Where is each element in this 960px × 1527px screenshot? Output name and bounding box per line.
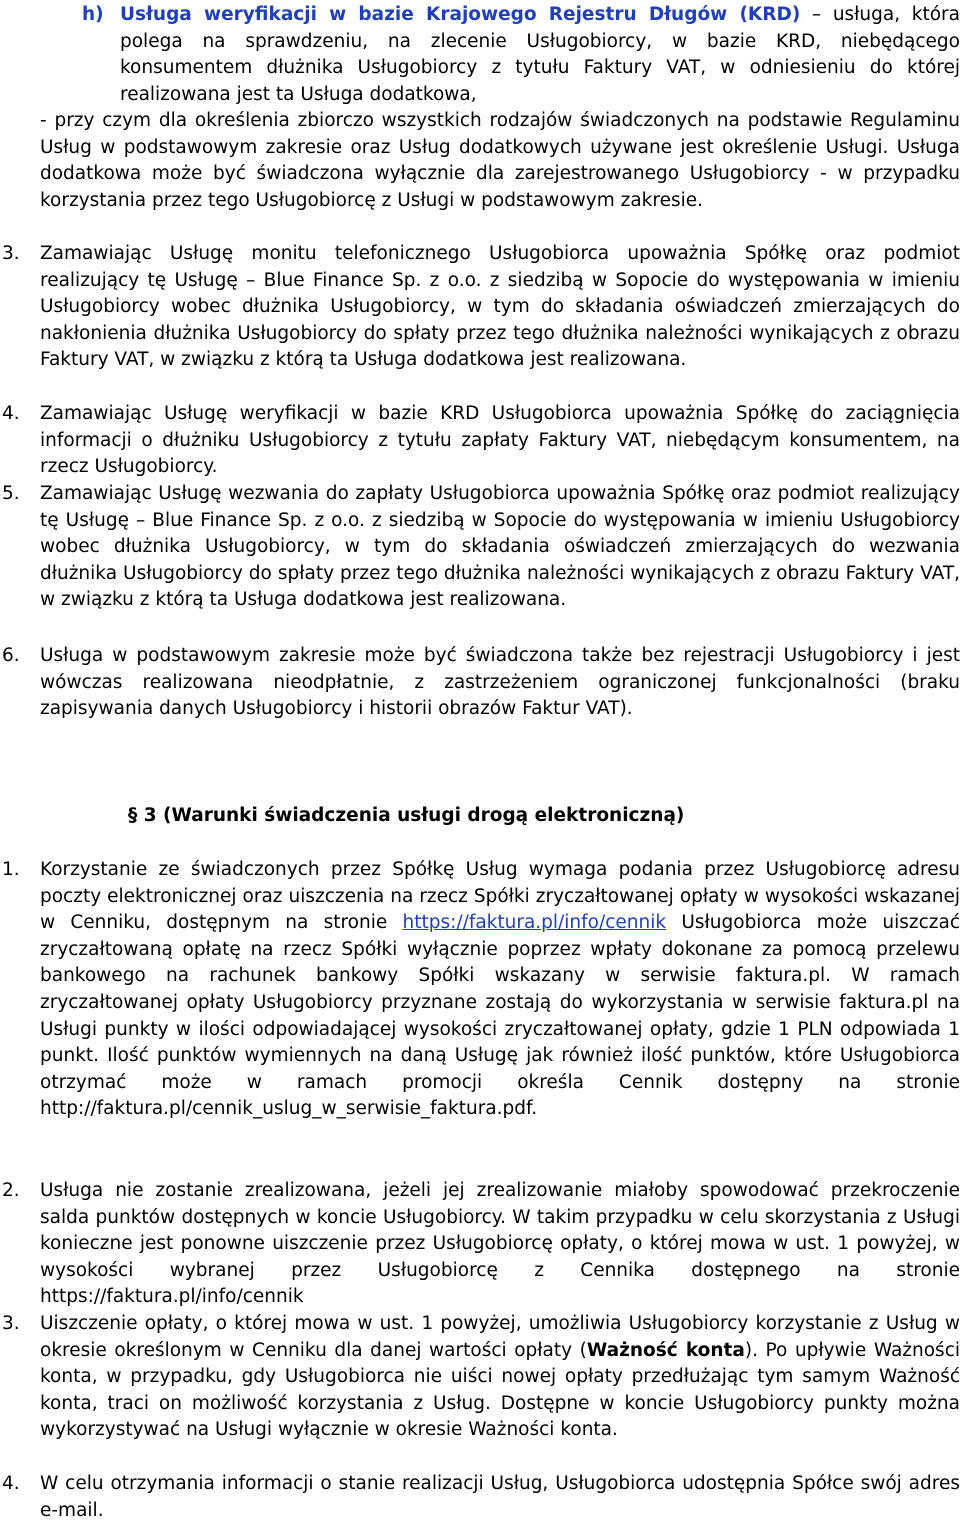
- list-number: 4.: [2, 1473, 20, 1494]
- list-marker: h): [82, 4, 104, 25]
- list-item-text: Zamawiając Usługę wezwania do zapłaty Usługobiorca upoważnia Spółkę oraz podmiot realizujący tę Usługę – Blue Finance Sp. z o.o. z siedzibą w Sopocie do występowania w imieniu Usługobiorcy wobec dłużnika Usługobiorcy, w tym do składania oświadczeń zmierzających do wezwania dłużnika Usługobiorcy do spłaty przez tego dłużnika należności wynikających z obrazu Faktury VAT, w związku z którą ta Usługa dodatkowa jest realizowana.: [40, 483, 960, 611]
- list-item-text: Usługa w podstawowym zakresie może być świadczona także bez rejestracji Usługobiorcy i jest wówczas realizowana nieodpłatnie, z zastrzeżeniem ograniczonej funkcjonalności (braku zapisywania danych Usługobiorcy i historii obrazów Faktur VAT).: [40, 645, 960, 720]
- list-item-3: [2, 241, 960, 374]
- list-item-text-before: Uiszczenie opłaty, o której mowa w ust. 1 powyżej, umożliwia Usługobiorcy korzystanie z Usług w okresie określonym w Cenniku dla danej wartości opłaty (: [40, 1313, 960, 1361]
- list-number: 5.: [2, 483, 20, 504]
- list-item-text: W celu otrzymania informacji o stanie realizacji Usług, Usługobiorca udostępnia Spółce swój adres e-mail.: [40, 1473, 960, 1521]
- list-number: 2.: [2, 1180, 20, 1201]
- section-heading: § 3 (Warunki świadczenia usługi drogą elektroniczną): [128, 805, 685, 826]
- list-item-text-after: ). Po upływie Ważności konta, w przypadku, gdy Usługobiorca nie uiści nowej opłaty przedłużając tym samym Ważność konta, traci on możliwość korzystania z Usług. Dostępne w koncie Usługobiorcy punkty można wykorzystywać na Usługi wyłącznie w okresie Ważności konta.: [40, 1339, 960, 1441]
- list-item-3b: [2, 1311, 960, 1444]
- list-number: 4.: [2, 403, 20, 424]
- list-item-text: Zamawiając Usługę monitu telefonicznego Usługobiorca upoważnia Spółkę oraz podmiot realizujący tę Usługę – Blue Finance Sp. z o.o. z siedzibą w Sopocie do występowania w imieniu Usługobiorcy wobec dłużnika Usługobiorcy, w tym do składania oświadczeń zmierzających do nakłonienia dłużnika Usługobiorcy do spłaty przez tego dłużnika należności wynikających z obrazu Faktury VAT, w związku z którą ta Usługa dodatkowa jest realizowana.: [40, 243, 960, 371]
- list-item-1: [2, 857, 960, 1123]
- list-item-h: [82, 2, 960, 108]
- list-item-text: Zamawiając Usługę weryfikacji w bazie KRD Usługobiorca upoważnia Spółkę do zaciągnięcia informacji o dłużniku Usługobiorcy z tytułu zapłaty Faktury VAT, niebędącym konsumentem, na rzecz Usługobiorcy.: [40, 403, 960, 478]
- list-number: 3.: [2, 1313, 20, 1334]
- service-title: Usługa weryfikacji w bazie Krajowego Rejestru Długów (KRD): [120, 4, 801, 25]
- paragraph-text: - przy czym dla określenia zbiorczo wszystkich rodzajów świadczonych na podstawie Regulaminu Usług w podstawowym zakresie oraz Usług dodatkowych używane jest określenie Usługi. Usługa dodatkowa może być świadczona wyłącznie dla zarejestrowanego Usługobiorcy - w przypadku korzystania przez tego Usługobiorcę z Usługi w podstawowym zakresie.: [40, 110, 960, 211]
- list-item-text-after: Usługobiorca może uiszczać zryczałtowaną opłatę na rzecz Spółki wyłącznie poprzez wpłaty dokonane za pomocą przelewu bankowego na rachunek bankowy Spółki wskazany w serwisie faktura.pl. W ramach zryczałtowanej opłaty Usługobiorcy przyznane zostają do wykorzystania w serwisie faktura.pl na Usługi punkty w ilości odpowiadającej wysokości zryczałtowanej opłaty, gdzie 1 PLN odpowiada 1 punkt. Ilość punktów wymiennych na daną Usługę jak również ilość punktów, które Usługobiorca otrzymać może w ramach promocji określa Cennik dostępny na stronie http://faktura.pl/cennik_uslug_w_serwisie_faktura.pdf.: [40, 912, 960, 1120]
- list-item-text: – usługa, która polega na sprawdzeniu, na zlecenie Usługobiorcy, w bazie KRD, niebędącego konsumentem dłużnika Usługobiorcy z tytułu Faktury VAT, w odniesieniu do której realizowana jest ta Usługa dodatkowa,: [120, 4, 960, 105]
- list-number: 6.: [2, 645, 20, 666]
- account-validity-term: Ważność konta: [586, 1339, 745, 1361]
- list-item-text-before: Korzystanie ze świadczonych przez Spółkę Usług wymaga podania przez Usługobiorcę adresu poczty elektronicznej oraz uiszczenia na rzecz Spółki zryczałtowanej opłaty w wysokości wskazanej w Cenniku, dostępnym na stronie: [40, 859, 960, 934]
- list-item-4b: [2, 1471, 960, 1524]
- list-item-text: Usługa nie zostanie zrealizowana, jeżeli jej zrealizowanie miałoby spowodować przekroczenie salda punktów dostępnych w koncie Usługobiorcy. W takim przypadku w celu skorzystania z Usługi konieczne jest ponowne uiszczenie przez Usługobiorcę opłaty, o której mowa w ust. 1 powyżej, w wysokości wybranej przez Usługobiorcę z Cennika dostępnego na stronie https://faktura.pl/info/cennik: [40, 1180, 960, 1308]
- list-number: 1.: [2, 859, 20, 880]
- list-item-6: [2, 643, 960, 723]
- definition-paragraph: [40, 108, 960, 214]
- list-item-2: [2, 1178, 960, 1311]
- cennik-link[interactable]: https://faktura.pl/info/cennik: [402, 912, 667, 934]
- list-item-5: [2, 481, 960, 614]
- list-item-4: [2, 401, 960, 481]
- list-number: 3.: [2, 243, 20, 264]
